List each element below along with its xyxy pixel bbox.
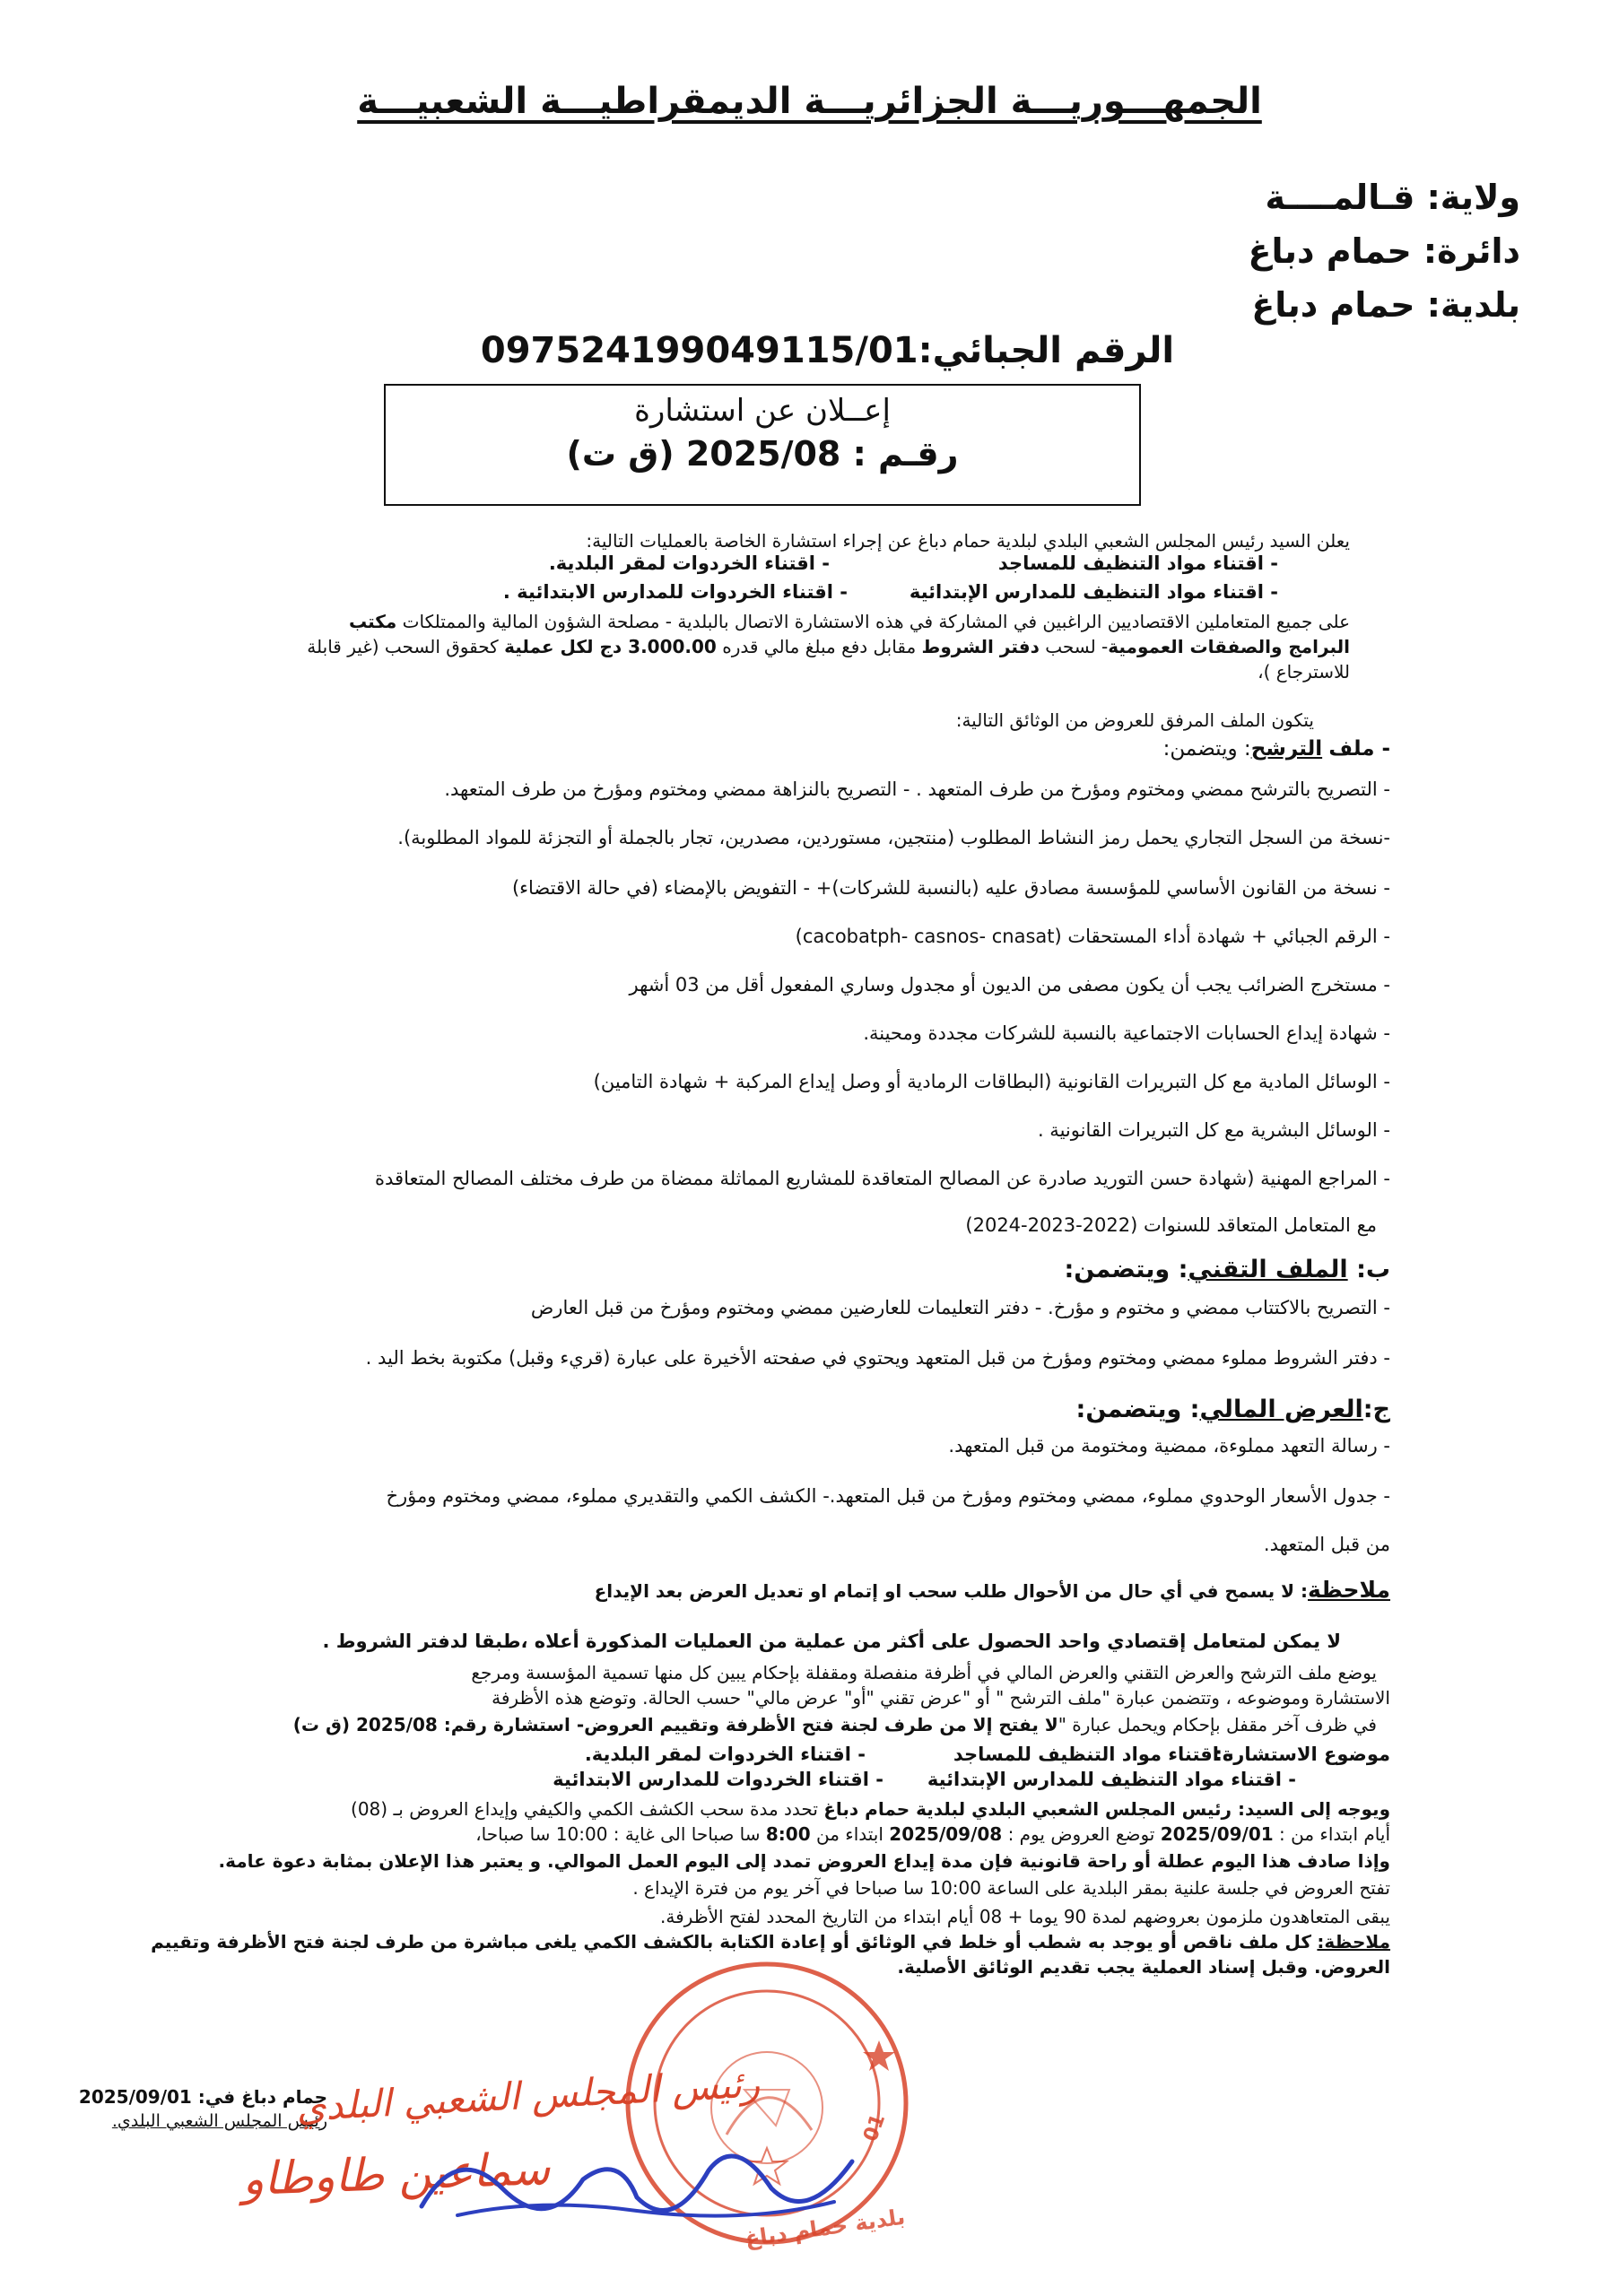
section-c-suffix: : ويتضمن: xyxy=(1075,1396,1200,1423)
invite-2-amount: 3.000.00 دج لكل عملية xyxy=(504,636,717,657)
daira-line: دائرة: حمام دباغ xyxy=(1248,231,1520,271)
section-c-prefix: ج: xyxy=(1362,1396,1390,1423)
intro-op-4: - اقتناء الخردوات للمدارس الابتدائية . xyxy=(502,581,848,603)
envelope-3-text: في ظرف آخر مقفل بإحكام ويحمل عبارة " xyxy=(1058,1714,1377,1735)
section-c-item-3: من قبل المتعهد. xyxy=(1263,1534,1390,1555)
subject-op-4: - اقتناء الخردوات للمدارس الابتدائية xyxy=(553,1769,883,1790)
baladiya-line: بلدية: حمام دباغ xyxy=(1251,285,1520,325)
section-a-suffix: : ويتضمن: xyxy=(1162,737,1251,761)
section-a-item-7: - الوسائل المادية مع كل التبريرات القانونية (البطاقات الرمادية أو وصل إيداع المركبة + شهادة التامين) xyxy=(593,1071,1390,1092)
dates-start: 2025/09/01 xyxy=(1160,1823,1274,1845)
dates-deposit: 2025/09/08 xyxy=(889,1823,1003,1845)
intro-op-2: - اقتناء الخردوات لمقر البلدية. xyxy=(548,552,830,574)
section-b-item-1: - التصريح بالاكتتاب ممضي و مختوم و مؤرخ. - دفتر التعليمات للعارضين ممضي ومختوم ومؤرخ من قبل العارض xyxy=(530,1297,1390,1318)
holiday-line: وإذا صادف هذا اليوم عطلة أو راحة قانونية فإن مدة إيداع العروض تمدد إلى اليوم العمل الموالي. و يعتبر هذا الإعلان بمثابة دعوة عامة. xyxy=(218,1850,1390,1872)
intro-op-1: - اقتناء مواد التنظيف للمساجد xyxy=(997,552,1278,574)
intro-op-3: - اقتناء مواد التنظيف للمدارس الإبتدائية xyxy=(909,581,1278,603)
consultation-number: رقـم : 2025/08 (ق ت) xyxy=(566,434,959,474)
republic-title-text: الجمهـــوريـــة الجزائريـــة الديمقراطيـــة الشعبيـــة xyxy=(357,81,1262,122)
section-b-suffix: : ويتضمن: xyxy=(1064,1256,1188,1283)
validity-line: يبقى المتعاهدون ملزمون بعروضهم لمدة 90 يوما + 08 أيام ابتداء من التاريخ المحدد لفتح الأظرفة. xyxy=(660,1906,1390,1927)
stamp-number: 01 xyxy=(859,2110,891,2145)
addressed-bold: ويوجه إلى السيد: رئيس المجلس الشعبي البلدي لبلدية حمام دباغ xyxy=(823,1798,1390,1820)
section-a-item-10: مع المتعامل المتعاقد للسنوات (2022-2023-2024) xyxy=(965,1214,1377,1236)
invite-1-bold: مكتب xyxy=(348,611,397,632)
note-1-label: ملاحظة xyxy=(1308,1577,1390,1603)
note-2-label: ملاحظة: xyxy=(1317,1931,1390,1952)
section-a-heading xyxy=(1163,737,1390,761)
section-a-item-9: - المراجع المهنية (شهادة حسن التوريد صادرة عن المصالح المتعاقدة للمشاريع المماثلة ممضاة من طرف مختلف المصالح المتعاقدة xyxy=(375,1168,1390,1189)
subject-op-1: - اقتناء مواد التنظيف للمساجد xyxy=(953,1744,1233,1765)
note-2-line-1 xyxy=(151,1930,1390,1953)
invite-line-3: للاسترجاع )، xyxy=(1258,661,1350,683)
section-a-item-6: - شهادة إيداع الحسابات الاجتماعية بالنسبة للشركات مجددة ومحينة. xyxy=(863,1022,1390,1044)
dates-time-start: 8:00 xyxy=(765,1823,811,1845)
subject-label: موضوع الاستشارة: xyxy=(1214,1744,1390,1765)
addressed-duration: تحدد مدة سحب الكشف الكمي والكيفي وإيداع العروض بـ (08) xyxy=(351,1798,818,1820)
stamp-text: بلدية حمام دباغ xyxy=(743,2204,907,2252)
section-a-item-1: - التصريح بالترشح ممضي ومختوم ومؤرخ من طرف المتعهد . - التصريح بالنزاهة ممضي ومختوم ومؤرخ من طرف المتعهد. xyxy=(444,778,1390,800)
republic-title xyxy=(0,81,1619,122)
dates-time-end: 10:00 xyxy=(555,1823,608,1845)
section-b-item-2: - دفتر الشروط مملوء ممضي ومختوم ومؤرخ من قبل المتعهد ويحتوي في صفحته الأخيرة على عبارة (قريء وقبل) مكتوبة بخط اليد . xyxy=(365,1347,1390,1369)
dates-morning: سا صباحا، xyxy=(475,1823,551,1845)
section-c-heading xyxy=(1076,1396,1390,1423)
note-1-text: : لا يسمح في أي حال من الأحوال طلب سحب او إتمام او تعديل العرض بعد الإيداع xyxy=(594,1580,1308,1602)
section-a-prefix: - ملف xyxy=(1328,737,1390,761)
place-date: حمام دباغ في: 2025/09/01 xyxy=(78,2086,327,2108)
handwritten-signature-name: سماعين طاوطاو xyxy=(241,2143,552,2205)
intro-line: يعلن السيد رئيس المجلس الشعبي البلدي لبلدية حمام دباغ عن إجراء استشارة الخاصة بالعمليات التالية: xyxy=(586,530,1350,552)
one-operation-rule: لا يمكن لمتعامل إقتصادي واحد الحصول على أكثر من عملية من العمليات المذكورة أعلاه ،طبقا لدفتر الشروط . xyxy=(322,1631,1341,1652)
dates-deposit-label: توضع العروض يوم : xyxy=(1007,1823,1155,1845)
section-a-item-4: - الرقم الجبائي + شهادة أداء المستحقات (cacobatph- casnos- cnasat) xyxy=(795,926,1390,947)
handwritten-title: رئيس المجلس الشعبي البلدي xyxy=(295,2061,762,2130)
fiscal-number: الرقم الجبائي:097524199049115/01 xyxy=(480,330,1175,371)
envelope-line-1: يوضع ملف الترشح والعرض التقني والعرض المالي في أظرفة منفصلة ومقفلة بإحكام يبين كل منها تسمية المؤسسة ومرجع xyxy=(471,1662,1377,1683)
envelope-3-bold: لا يفتح إلا من طرف لجنة فتح الأظرفة وتقييم العروض- استشارة رقم: 2025/08 (ق ت) xyxy=(292,1714,1058,1735)
wilaya-line: ولاية: قـالمــــة xyxy=(1265,178,1520,217)
announcement-box xyxy=(384,384,1141,506)
note-2-text: كل ملف ناقص أو يوجد به شطب أو خلط في الوثائق أو إعادة الكتابة بالكشف الكمي يلغى مباشرة من طرف لجنة فتح الأظرفة وتقييم xyxy=(151,1931,1312,1952)
invite-line-1 xyxy=(76,610,1350,633)
invite-2-office: البرامج والصفقات العمومية xyxy=(1108,636,1350,657)
note-2-line-2: العروض. وقبل إسناد العملية يجب تقديم الوثائق الأصلية. xyxy=(897,1956,1390,1978)
section-a-item-8: - الوسائل البشرية مع كل التبريرات القانونية . xyxy=(1037,1119,1390,1141)
section-c-title: العرض المالي xyxy=(1199,1396,1363,1423)
invite-2-text: - لسحب xyxy=(1045,636,1109,657)
opening-line: تفتح العروض في جلسة علنية بمقر البلدية على الساعة 10:00 سا صباحا في آخر يوم من فترة الإيداع . xyxy=(632,1877,1390,1899)
section-a-item-5: - مستخرج الضرائب يجب أن يكون مصفى من الديون أو مجدول وساري المفعول أقل من 03 أشهر xyxy=(629,974,1390,996)
dates-from-label: أيام ابتداء من : xyxy=(1279,1823,1390,1845)
envelope-line-2: الاستشارة وموضوعه ، وتتضمن عبارة "ملف الترشح " أو "عرض تقني "أو" عرض مالي" حسب الحالة. وتوضع هذه الأظرفة xyxy=(492,1687,1390,1709)
section-a-item-3: - نسخة من القانون الأساسي للمؤسسة مصادق عليه (بالنسبة للشركات)+ - التفويض بالإمضاء (في حالة الاقتضاء) xyxy=(511,877,1390,899)
composition-line: يتكون الملف المرفق للعروض من الوثائق التالية: xyxy=(955,709,1314,731)
invite-2-rights: كحقوق السحب (غير قابلة xyxy=(307,636,499,657)
addressed-line xyxy=(351,1797,1390,1821)
section-b-title: الملف التقني xyxy=(1188,1256,1348,1283)
invite-line-2 xyxy=(76,635,1350,658)
dates-line xyxy=(475,1822,1390,1846)
announcement-title: إعــلان عن استشارة xyxy=(634,393,891,429)
subject-op-3: - اقتناء مواد التنظيف للمدارس الإبتدائية xyxy=(927,1769,1296,1790)
section-b-prefix: ب: xyxy=(1356,1256,1390,1283)
dates-until: سا صباحا الى غاية : xyxy=(613,1823,761,1845)
signature-scribble xyxy=(404,2126,870,2242)
section-b-heading xyxy=(1064,1256,1390,1283)
section-a-item-2: -نسخة من السجل التجاري يحمل رمز النشاط المطلوب (منتجين، مستوردين، مصدرين، تجار بالجملة أو التجزئة للمواد المطلوبة). xyxy=(397,827,1390,848)
note-1 xyxy=(595,1577,1390,1603)
section-c-item-1: - رسالة التعهد مملوءة، ممضية ومختومة من قبل المتعهد. xyxy=(948,1435,1390,1457)
envelope-line-3 xyxy=(293,1713,1377,1736)
section-c-item-2: - جدول الأسعار الوحدوي مملوء، ممضي ومختوم ومؤرخ من قبل المتعهد.- الكشف الكمي والتقديري مملوء، ممضي ومختوم ومؤرخ xyxy=(386,1485,1390,1507)
invite-2-specs: دفتر الشروط xyxy=(921,636,1040,657)
section-a-title: الترشح xyxy=(1250,737,1323,761)
dates-from: ابتداء من xyxy=(816,1823,883,1845)
administrative-block xyxy=(1249,170,1521,332)
subject-op-2: - اقتناء الخردوات لمقر البلدية. xyxy=(584,1744,866,1765)
invite-2-amount-label: مقابل دفع مبلغ مالي قدره xyxy=(722,636,917,657)
signer-title: رئيس المجلس الشعبي البلدي. xyxy=(111,2111,327,2131)
invite-1-text: على جميع المتعاملين الاقتصاديين الراغبين في المشاركة في هذه الاستشارة الاتصال بالبلدية - مصلحة الشؤون المالية والممتلكات xyxy=(402,611,1350,632)
